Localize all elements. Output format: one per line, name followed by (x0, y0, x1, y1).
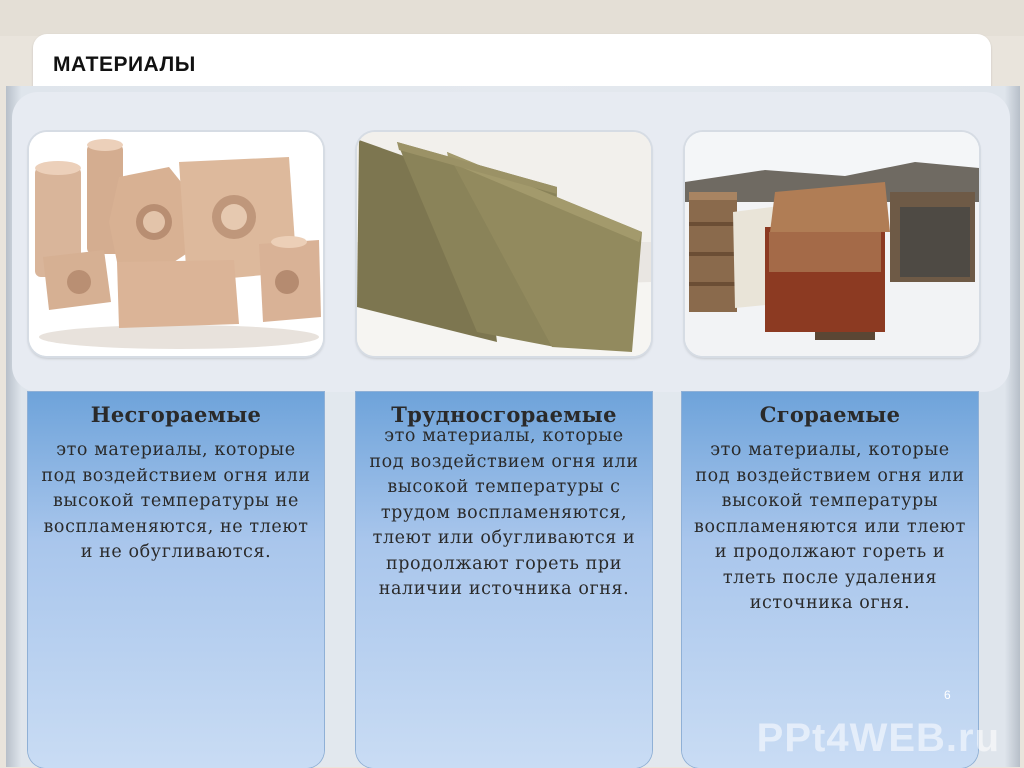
watermark: PPt4WEB.ru (756, 716, 1000, 760)
photo-band (12, 92, 1010, 392)
card-heading: Трудносгораемые (391, 402, 617, 427)
slide-title: МАТЕРИАЛЫ (53, 53, 196, 76)
bricks-illustration (29, 132, 323, 356)
slide-content (6, 86, 1020, 767)
card-heading: Несгораемые (90, 402, 262, 427)
mineral-wool-boards-image (357, 132, 651, 356)
firewood-stacks-image (685, 132, 979, 356)
card-heading: Сгораемые (759, 402, 901, 427)
firewood-illustration (685, 132, 979, 356)
refractory-bricks-image (29, 132, 323, 356)
card-description: это материалы, которые под воздействием огня или высокой температуры не воспламеняются, не тлеют и не обугливаются. (41, 440, 311, 562)
category-card-hardly-combustible (356, 392, 652, 768)
category-card-noncombustible (28, 392, 324, 768)
category-card-combustible (682, 392, 978, 768)
boards-illustration (357, 132, 651, 356)
title-card (33, 34, 991, 90)
card-description: это материалы, которые под воздействием огня или высокой температуры с трудом воспламеняются, тлеют или обугливаются и продолжают гореть при наличии источника огня. (369, 426, 639, 599)
top-bar (0, 0, 1024, 36)
card-description: это материалы, которые под воздействием огня или высокой температуры воспламеняются или тлеют и продолжают гореть и тлеть после удаления источника огня. (694, 440, 966, 613)
page-number: 6 (944, 688, 951, 702)
